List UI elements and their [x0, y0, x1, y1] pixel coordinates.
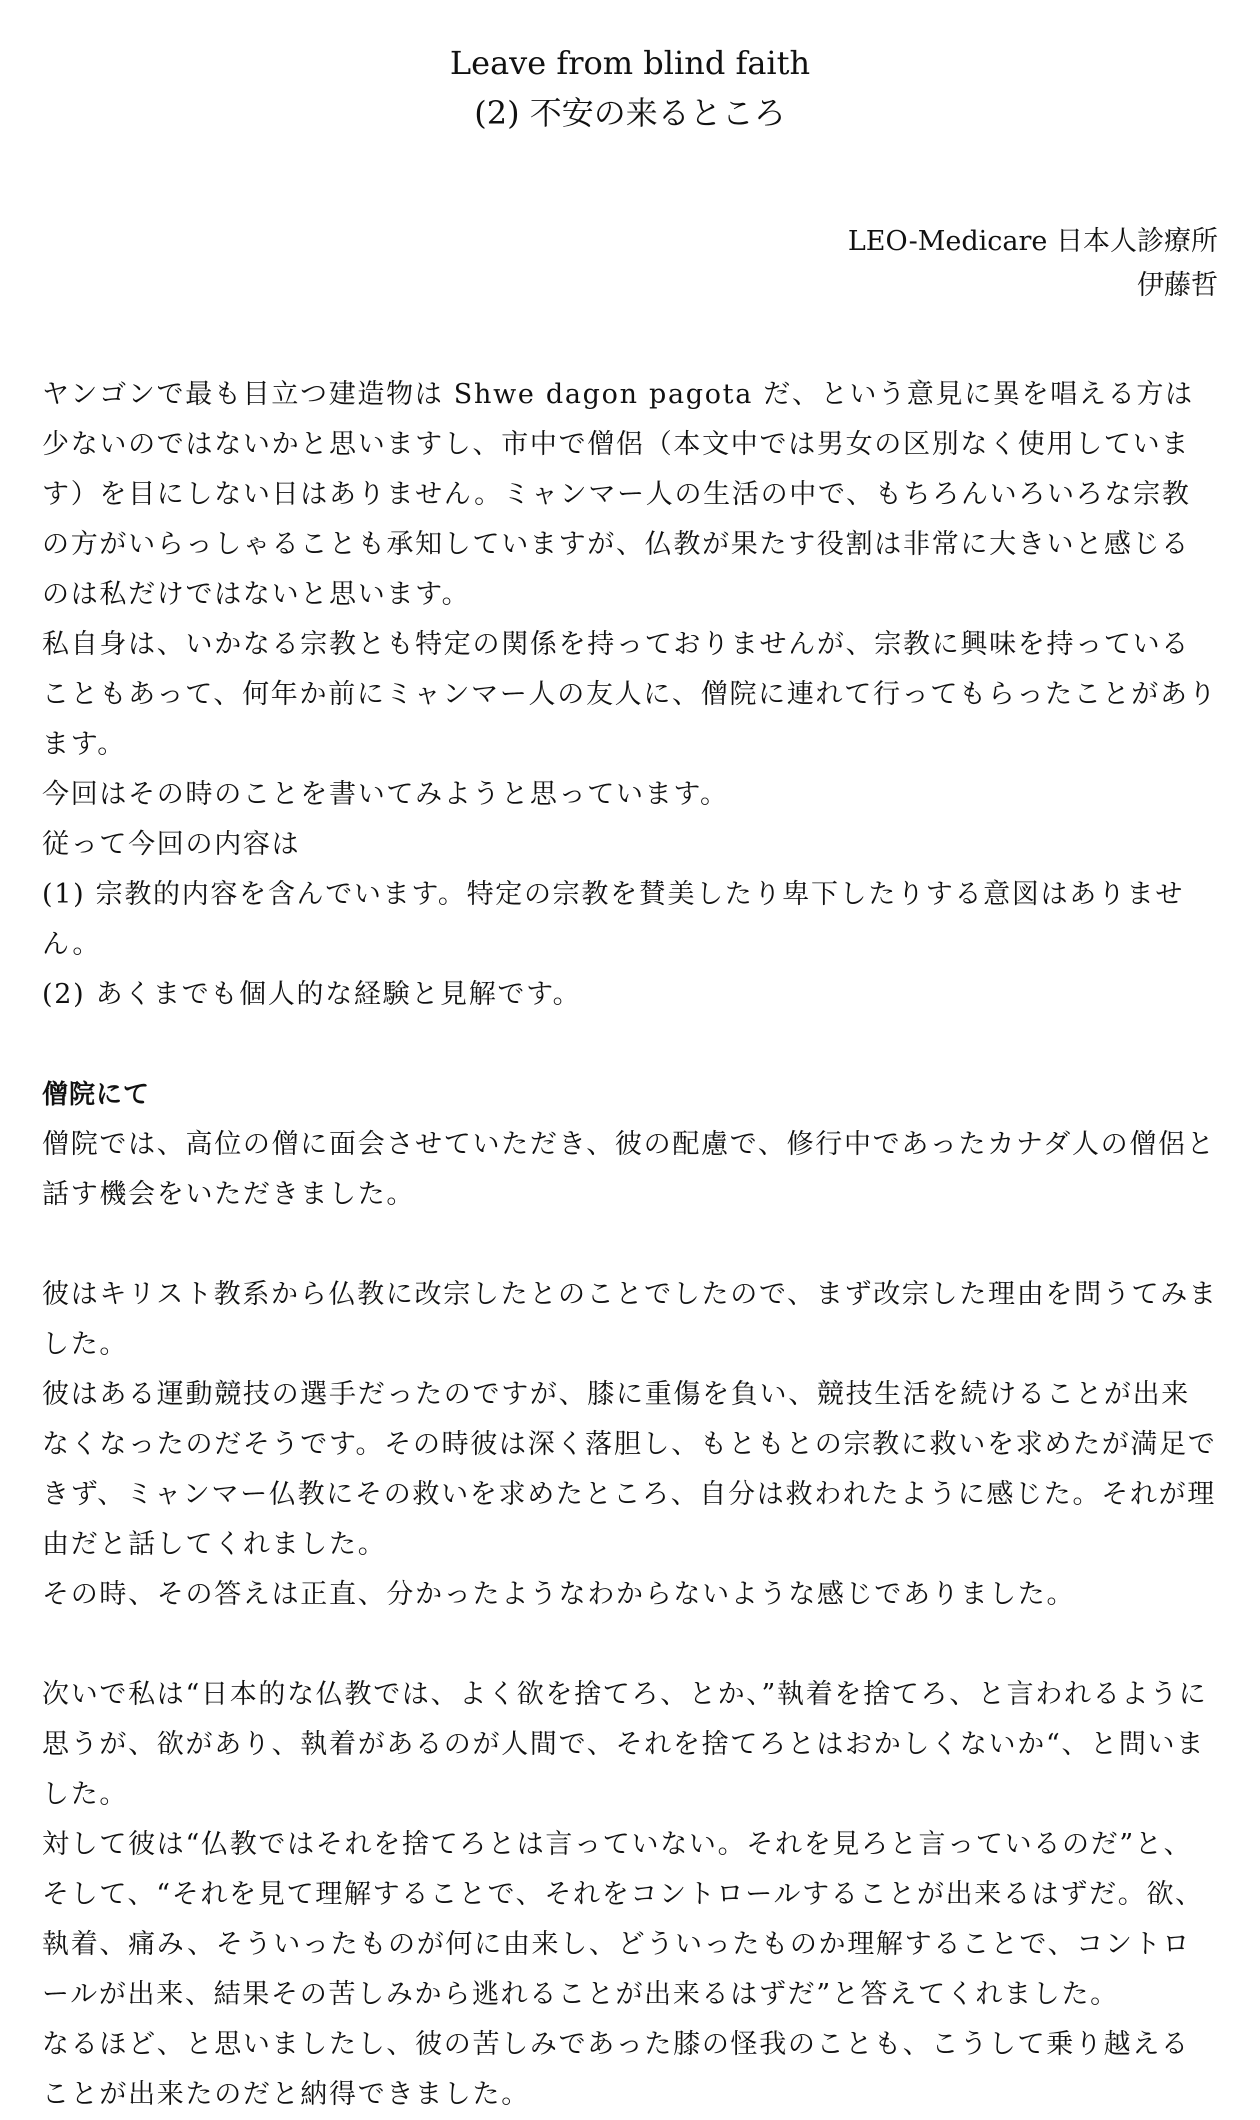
section-paragraph-1: 僧院では、高位の僧に面会させていただき、彼の配慮で、修行中であったカナダ人の僧侶と話す機会をいただきました。 — [42, 1129, 1216, 1210]
section-heading: 僧院にて — [42, 1080, 151, 1110]
spacer — [42, 1620, 1218, 1670]
section-paragraph-3: 彼はある運動競技の選手だったのですが、膝に重傷を負い、競技生活を続けることが出来なくなったのだそうです。その時彼は深く落胆し、もともとの宗教に救いを求めたが満足できず、ミャンマー仏教にその救いを求めたところ、自分は救われたように感じた。それが理由だと話してくれました。 — [42, 1379, 1217, 1560]
author-block — [42, 220, 1218, 308]
intro-list-item-1: (1) 宗教的内容を含んでいます。特定の宗教を賛美したり卑下したりする意図はありません。 — [42, 879, 1185, 960]
spacer — [42, 1220, 1218, 1270]
author-name: 伊藤哲 — [1137, 270, 1218, 301]
section-paragraph-6: 対して彼は“仏教ではそれを捨てろとは言っていない。それを見ろと言っているのだ”と、そして、“それを見て理解することで、それをコントロールすることが出来るはずだ。欲、執着、痛み、そういったものが何に由来し、どういったものか理解することで、コントロールが出来、結果その苦しみから逃れることが出来るはずだ”と答えてくれました。 — [42, 1829, 1204, 2010]
document-title: Leave from blind faith — [449, 44, 811, 82]
author-affiliation: LEO-Medicare 日本人診療所 — [847, 226, 1218, 257]
intro-paragraph-2: 私自身は、いかなる宗教とも特定の関係を持っておりませんが、宗教に興味を持っていることもあって、何年か前にミャンマー人の友人に、僧院に連れて行ってもらったことがあります。 — [42, 629, 1218, 760]
spacer — [42, 1020, 1218, 1070]
section-paragraph-4: その時、その答えは正直、分かったようなわからないような感じでありました。 — [42, 1579, 1076, 1610]
intro-paragraph-1: ヤンゴンで最も目立つ建造物は Shwe dagon pagota だ、という意見に異を唱える方は少ないのではないかと思いますし、市中で僧侶（本文中では男女の区別なく使用しています）を目にしない日はありません。ミャンマー人の生活の中で、もちろんいろいろな宗教の方がいらっしゃることも承知していますが、仏教が果たす役割は非常に大きいと感じるのは私だけではないと思います。 — [42, 379, 1194, 610]
section-paragraph-5: 次いで私は“日本的な仏教では、よく欲を捨てろ、とか、”執着を捨てろ、と言われるように思うが、欲があり、執着があるのが人間で、それを捨てろとはおかしくないか“、と問いました。 — [42, 1679, 1208, 1810]
section-paragraph-2: 彼はキリスト教系から仏教に改宗したとのことでしたので、まず改宗した理由を問うてみました。 — [42, 1279, 1218, 1360]
section-paragraph-7: なるほど、と思いましたし、彼の苦しみであった膝の怪我のことも、こうして乗り越えることが出来たのだと納得できました。 — [42, 2029, 1190, 2110]
document-body — [42, 370, 1218, 2120]
document-subtitle: (2) 不安の来るところ — [474, 94, 786, 132]
intro-paragraph-3: 今回はその時のことを書いてみようと思っています。 — [42, 779, 729, 810]
intro-paragraph-4: 従って今回の内容は — [42, 829, 301, 860]
intro-list-item-2: (2) あくまでも個人的な経験と見解です。 — [42, 979, 582, 1010]
